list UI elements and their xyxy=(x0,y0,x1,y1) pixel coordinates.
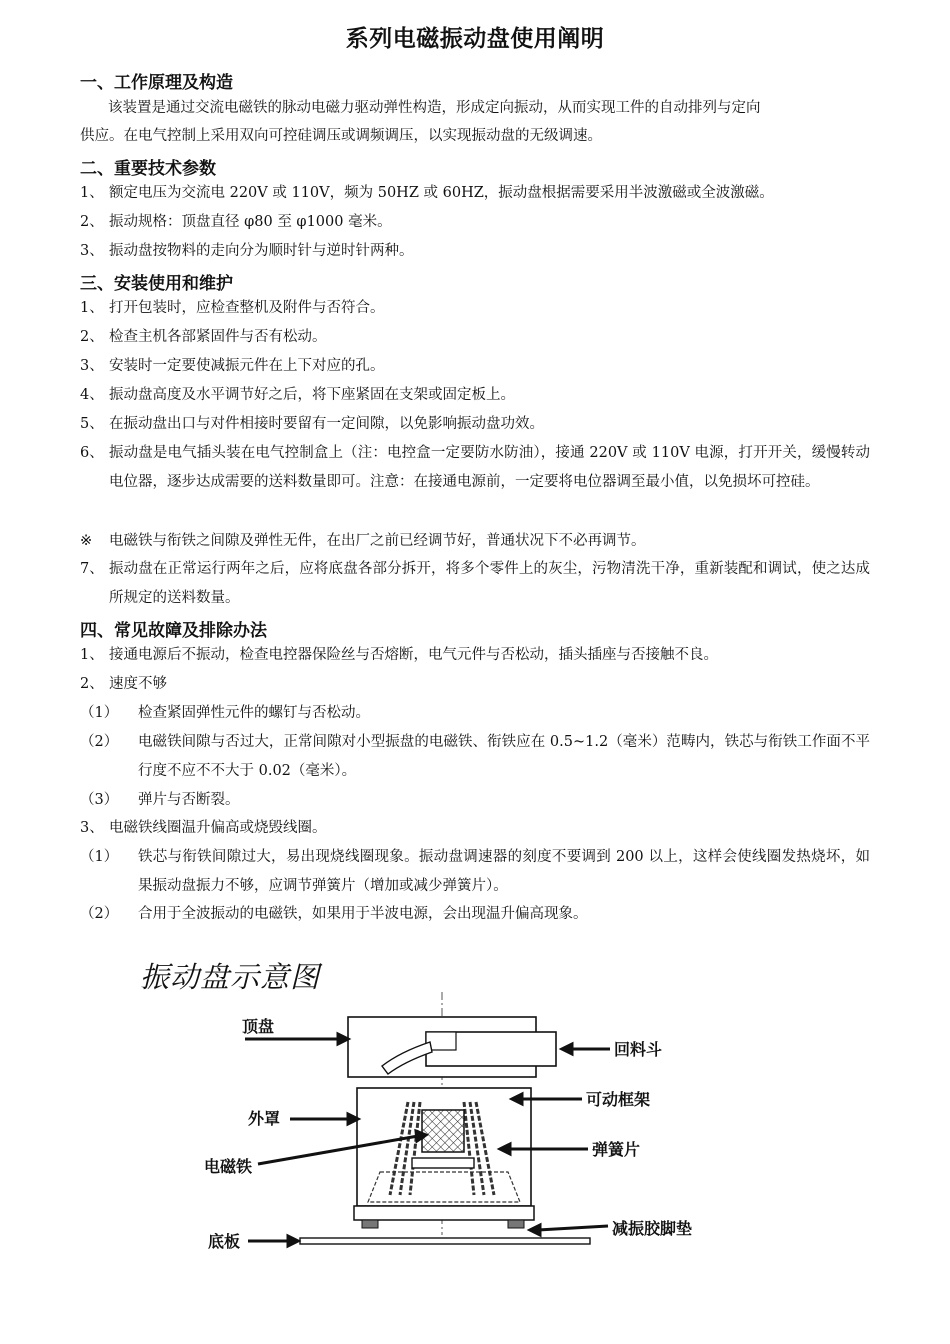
list-item xyxy=(80,179,870,208)
list-text: 振动规格：顶盘直径 φ80 至 φ1000 毫米。 xyxy=(109,214,392,230)
label-frame: 可动框架 xyxy=(586,1090,651,1109)
rubber-foot-right xyxy=(508,1220,524,1228)
top-plate-arrowhead xyxy=(338,1034,348,1044)
list-number: 2、 xyxy=(80,676,104,692)
section-heading: 三、安装使用和维护 xyxy=(80,274,233,294)
diagram-title: 振动盘示意图 xyxy=(140,960,321,994)
armature-shape xyxy=(412,1158,474,1168)
list-number: 3、 xyxy=(80,358,104,374)
pad-arrowhead xyxy=(530,1225,540,1235)
list-number: 5、 xyxy=(80,416,104,432)
paragraph-line: 该装置是通过交流电磁铁的脉动电磁力驱动弹性构造，形成定向振动，从而实现工件的自动排列与定向 xyxy=(108,100,761,116)
sub-item xyxy=(80,699,870,728)
electromagnet-crosshatch xyxy=(422,1110,464,1152)
sub-text: 弹片与否断裂。 xyxy=(138,792,240,808)
list-number: 4、 xyxy=(80,387,104,403)
page-title: 系列电磁振动盘使用阐明 xyxy=(345,26,605,52)
list-text: 在振动盘出口与对件相接时要留有一定间隙，以免影响振动盘功效。 xyxy=(109,416,544,432)
list-text: 额定电压为交流电 220V 或 110V，频为 50HZ 或 60HZ，振动盘根据需要采用半波激磁或全波激磁。 xyxy=(109,185,774,201)
list-number: 2、 xyxy=(80,214,104,230)
sub-number: （1） xyxy=(80,705,119,721)
label-base: 底板 xyxy=(208,1232,241,1251)
list-item xyxy=(80,641,870,670)
list-item xyxy=(80,439,870,497)
section-heading: 四、常见故障及排除办法 xyxy=(80,621,267,641)
sub-text: 合用于全波振动的电磁铁，如果用于半波电源，会出现温升偏高现象。 xyxy=(138,906,588,922)
list-number: 7、 xyxy=(80,561,104,577)
list-text: 振动盘在正常运行两年之后，应将底盘各部分拆开，将多个零件上的灰尘，污物清洗干净，重新装配和调试，使之达成所规定的送料数量。 xyxy=(109,561,870,606)
pad-arrow xyxy=(538,1226,608,1230)
list-number: 2、 xyxy=(80,329,104,345)
list-item xyxy=(80,352,870,381)
sub-number: （3） xyxy=(80,792,119,808)
list-item xyxy=(80,814,870,843)
list-text: 安装时一定要使减振元件在上下对应的孔。 xyxy=(109,358,385,374)
base-arrowhead xyxy=(288,1236,298,1246)
sub-item xyxy=(80,786,870,815)
list-text: 电磁铁线圈温升偏高或烧毁线圈。 xyxy=(109,820,327,836)
list-number: ※ xyxy=(80,533,93,549)
list-text: 速度不够 xyxy=(109,676,167,692)
list-text: 振动盘是电气插头装在电气控制盒上（注：电控盒一定要防水防油），接通 220V 或 110V 电源，打开开关，缓慢转动电位器，逐步达成需要的送料数量即可。注意：在接通电源前，一定要将电位器调至最小值，以免损坏可控硅。 xyxy=(109,445,870,490)
list-number: 3、 xyxy=(80,243,104,259)
sub-text: 电磁铁间隙与否过大，正常间隙对小型振盘的电磁铁、衔铁应在 0.5~1.2（毫米）范畴内，铁芯与衔铁工作面不平行度不应不不大于 0.02（毫米）。 xyxy=(138,734,870,779)
list-number: 1、 xyxy=(80,647,104,663)
rubber-foot-left xyxy=(362,1220,378,1228)
vibration-bowl-diagram xyxy=(190,990,730,1255)
list-number: 6、 xyxy=(80,445,104,461)
base-block-shape xyxy=(354,1206,534,1220)
sub-number: （2） xyxy=(80,734,119,750)
label-magnet: 电磁铁 xyxy=(204,1157,253,1176)
paragraph-line: 供应。在电气控制上采用双向可控硅调压或调频调压，以实现振动盘的无级调速。 xyxy=(80,128,602,144)
label-hopper: 回料斗 xyxy=(614,1040,663,1059)
list-text: 电磁铁与衔铁之间隙及弹性无件，在出厂之前已经调节好，普通状况下不必再调节。 xyxy=(109,533,646,549)
list-text: 接通电源后不振动，检查电控器保险丝与否熔断，电气元件与否松动，插头插座与否接触不良。 xyxy=(109,647,718,663)
list-number: 1、 xyxy=(80,300,104,316)
list-number: 3、 xyxy=(80,820,104,836)
list-item xyxy=(80,527,870,556)
list-item xyxy=(80,323,870,352)
sub-text: 铁芯与衔铁间隙过大，易出现烧线圈现象。振动盘调速器的刻度不要调到 200 以上，这样会使线圈发热烧坏，如果振动盘振力不够，应调节弹簧片（增加或减少弹簧片）。 xyxy=(138,849,870,894)
list-text: 打开包装时，应检查整机及附件与否符合。 xyxy=(109,300,385,316)
section-heading: 二、重要技术参数 xyxy=(80,159,216,179)
list-item xyxy=(80,381,870,410)
sub-number: （2） xyxy=(80,906,119,922)
label-cover: 外罩 xyxy=(248,1109,281,1128)
sub-number: （1） xyxy=(80,849,119,865)
label-pad: 减振胶脚垫 xyxy=(612,1219,693,1238)
list-item xyxy=(80,208,870,237)
list-text: 振动盘高度及水平调节好之后，将下座紧固在支架或固定板上。 xyxy=(109,387,515,403)
list-item xyxy=(80,670,870,699)
sub-text: 检查紧固弹性元件的螺钉与否松动。 xyxy=(138,705,370,721)
list-item xyxy=(80,237,870,266)
list-item xyxy=(80,410,870,439)
list-text: 检查主机各部紧固件与否有松动。 xyxy=(109,329,327,345)
list-item xyxy=(80,294,870,323)
section-heading: 一、工作原理及构造 xyxy=(80,73,233,93)
sub-item xyxy=(80,900,870,929)
hopper-arrowhead xyxy=(562,1044,572,1054)
list-text: 振动盘按物料的走向分为顺时针与逆时针两种。 xyxy=(109,243,414,259)
label-top-plate: 顶盘 xyxy=(242,1017,275,1036)
list-number: 1、 xyxy=(80,185,104,201)
base-plate-shape xyxy=(300,1238,590,1244)
list-item xyxy=(80,555,870,613)
sub-item xyxy=(80,728,870,786)
label-spring: 弹簧片 xyxy=(592,1140,641,1159)
sub-item xyxy=(80,843,870,901)
